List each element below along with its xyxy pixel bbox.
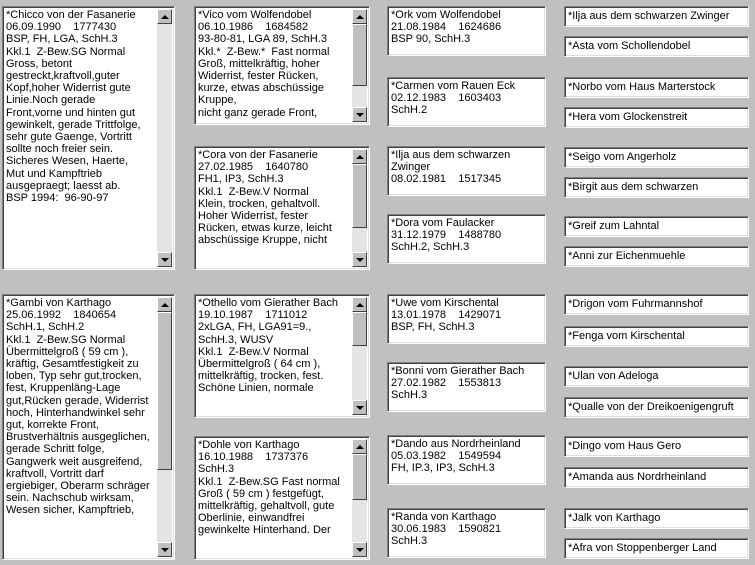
gen4-item-11-field[interactable] xyxy=(564,366,749,387)
scroll-thumb[interactable] xyxy=(352,24,367,86)
scroll-thumb[interactable] xyxy=(352,454,367,500)
gen4-item-7-text: *Greif zum Lahntal xyxy=(568,220,660,232)
scroll-down-button[interactable] xyxy=(352,542,367,557)
arrow-down-icon xyxy=(356,406,364,410)
arrow-down-icon xyxy=(356,548,364,552)
arrow-up-icon xyxy=(356,445,364,449)
arrow-down-icon xyxy=(356,258,364,262)
gen4-item-13-text: *Dingo vom Haus Gero xyxy=(568,440,682,452)
arrow-up-icon xyxy=(161,15,169,19)
scroll-up-button[interactable] xyxy=(157,297,172,312)
gen4-item-14-text: *Amanda aus Nordrheinland xyxy=(568,471,707,483)
arrow-up-icon xyxy=(356,155,364,159)
gen2-item-3-textbox[interactable] xyxy=(194,294,370,418)
gen4-item-11-text: *Ulan von Adeloga xyxy=(568,370,659,382)
gen4-item-6-text: *Birgit aus dem schwarzen xyxy=(568,181,699,193)
gen2-item-2-text: *Cora von der Fasanerie 27.02.1985 1640780 FH1, IP3, SchH.3 Kkl.1 Z-Bew.V Normal Klein, trocken, gehaltvoll. Hoher Widerrist, fester Rücken, etwas kurze, leicht abschüssige Kruppe, nicht xyxy=(198,149,332,247)
gen3-item-8-text: *Randa von Karthago 30.06.1983 1590821 SchH.3 xyxy=(391,511,502,548)
scrollbar[interactable] xyxy=(157,9,172,267)
gen2-item-3-text: *Othello vom Gierather Bach 19.10.1987 1711012 2xLGA, FH, LGA91=9., SchH.3, WUSV Kkl.1 Z-Bew.V Normal Übermittelgroß ( 64 cm ), mittelkräftig, trocken, fest. Schöne Linien, normale xyxy=(198,297,339,395)
gen4-item-16-text: *Afra von Stoppenberger Land xyxy=(568,542,717,554)
arrow-down-icon xyxy=(161,258,169,262)
scroll-down-button[interactable] xyxy=(352,107,367,122)
arrow-down-icon xyxy=(161,548,169,552)
scrollbar[interactable] xyxy=(157,297,172,557)
gen2-item-1-text: *Vico vom Wolfendobel 06.10.1986 1684582 93-80-81, LGA 89, SchH.3 Kkl.* Z-Bew.* Fast normal Groß, mittelkräftig, hoher Widerrist, fester Rücken, kurze, etwas abschüssige Kruppe, nicht ganz gerade Front, xyxy=(198,9,330,119)
gen3-item-5-text: *Uwe vom Kirschental 13.01.1978 1429071 BSP, FH, SchH.3 xyxy=(391,297,502,334)
gen4-item-6-field[interactable] xyxy=(564,177,749,198)
gen4-item-10-field[interactable] xyxy=(564,326,749,347)
gen1-sire-textbox[interactable] xyxy=(2,6,175,270)
gen4-item-4-field[interactable] xyxy=(564,107,749,128)
gen3-item-3-textbox[interactable] xyxy=(387,146,546,196)
gen3-item-4-textbox[interactable] xyxy=(387,214,546,264)
gen4-item-5-text: *Seigo vom Angerholz xyxy=(568,151,677,163)
gen4-item-15-text: *Jalk von Karthago xyxy=(568,512,661,524)
gen3-item-1-textbox[interactable] xyxy=(387,6,546,56)
scrollbar[interactable] xyxy=(352,149,367,267)
gen4-item-10-text: *Fenga vom Kirschental xyxy=(568,330,685,342)
scroll-down-button[interactable] xyxy=(352,252,367,267)
gen3-item-5-textbox[interactable] xyxy=(387,294,546,344)
gen3-item-1-text: *Ork vom Wolfendobel 21.08.1984 1624686 BSP 90, SchH.3 xyxy=(391,9,502,46)
scroll-down-button[interactable] xyxy=(157,252,172,267)
gen3-item-7-textbox[interactable] xyxy=(387,435,546,485)
gen2-item-4-text: *Dohle von Karthago 16.10.1988 1737376 SchH.3 Kkl.1 Z-Bew.SG Fast normal Groß ( 59 cm ) festgefügt, mittelkräftig, gehaltvoll, gute Oberlinie, einwandfrei gewinkelte Hinterhand. Der xyxy=(198,439,340,537)
gen4-item-8-field[interactable] xyxy=(564,246,749,267)
gen4-item-7-field[interactable] xyxy=(564,216,749,237)
scrollbar[interactable] xyxy=(352,297,367,415)
gen2-item-4-textbox[interactable] xyxy=(194,436,370,560)
gen1-dam-textbox[interactable] xyxy=(2,294,175,560)
scroll-thumb[interactable] xyxy=(352,164,367,228)
gen4-item-16-field[interactable] xyxy=(564,538,749,559)
gen3-item-4-text: *Dora vom Faulacker 31.12.1979 1488780 SchH.2, SchH.3 xyxy=(391,217,502,254)
scroll-thumb[interactable] xyxy=(352,312,367,346)
gen4-item-3-field[interactable] xyxy=(564,77,749,98)
gen4-item-13-field[interactable] xyxy=(564,436,749,457)
scrollbar[interactable] xyxy=(352,439,367,557)
gen3-item-6-textbox[interactable] xyxy=(387,362,546,412)
scroll-down-button[interactable] xyxy=(352,400,367,415)
gen3-item-2-textbox[interactable] xyxy=(387,77,546,127)
gen4-item-12-field[interactable] xyxy=(564,397,749,418)
scroll-up-button[interactable] xyxy=(352,439,367,454)
gen1-dam-text: *Gambi von Karthago 25.06.1992 1840654 SchH.1, SchH.2 Kkl.1 Z-Bew.SG Normal Übermittelgroß ( 59 cm ), kräftig, Gesamtfestigkeit zu loben, Typ sehr gut,trocken, fest, Kruppenläng-Lage gut,Rücken gerade, Widerrist hoch, Hinterhandwinkel sehr gut, korrekte Front, Brustverhältnis ausgeglichen, gerade Schritt folge, Gangwerk weit ausgreifend, kraftvoll, Vortritt darf ergiebiger, Oberarm schräger sein. Nachschub wirksam, Wesen sicher, Kampftrieb, xyxy=(6,297,150,517)
gen1-sire-text: *Chicco von der Fasanerie 06.09.1990 1777430 BSP, FH, LGA, SchH.3 Kkl.1 Z-Bew.SG Normal Gross, betont gestreckt,kraftvoll,guter Kopf,hoher Widerrist gute Linie.Noch gerade Front,vorne und hinten gut gewinkelt, gerade Trittfolge, sehr gute Gaenge, Vortritt sollte noch freier sein. Sicheres Wesen, Haerte, Mut und Kampftrieb ausgepraegt; laesst ab. BSP 1994: 96-90-97 xyxy=(6,9,141,205)
gen4-item-5-field[interactable] xyxy=(564,147,749,168)
gen3-item-6-text: *Bonni vom Gierather Bach 27.02.1982 1553813 SchH.3 xyxy=(391,365,525,402)
gen4-item-3-text: *Norbo vom Haus Marterstock xyxy=(568,81,716,93)
gen4-item-14-field[interactable] xyxy=(564,467,749,488)
scrollbar[interactable] xyxy=(352,9,367,122)
gen4-item-12-text: *Qualle von der Dreikoenigengruft xyxy=(568,401,734,413)
gen4-item-9-field[interactable] xyxy=(564,294,749,315)
gen4-item-8-text: *Anni zur Eichenmuehle xyxy=(568,250,686,262)
scroll-up-button[interactable] xyxy=(352,9,367,24)
gen4-item-1-field[interactable] xyxy=(564,6,749,27)
scroll-up-button[interactable] xyxy=(352,149,367,164)
scroll-up-button[interactable] xyxy=(352,297,367,312)
gen2-item-2-textbox[interactable] xyxy=(194,146,370,270)
gen4-item-15-field[interactable] xyxy=(564,508,749,529)
gen4-item-4-text: *Hera vom Glockenstreit xyxy=(568,111,688,123)
gen2-item-1-textbox[interactable] xyxy=(194,6,370,125)
gen4-item-9-text: *Drigon vom Fuhrmannshof xyxy=(568,298,703,310)
gen3-item-7-text: *Dando aus Nordrheinland 05.03.1982 1549594 FH, IP.3, IP3, SchH.3 xyxy=(391,438,521,475)
arrow-up-icon xyxy=(161,303,169,307)
gen3-item-3-text: *Ilja aus dem schwarzen Zwinger 08.02.1981 1517345 xyxy=(391,149,511,186)
arrow-down-icon xyxy=(356,113,364,117)
scroll-up-button[interactable] xyxy=(157,9,172,24)
gen3-item-8-textbox[interactable] xyxy=(387,508,546,558)
scroll-thumb[interactable] xyxy=(157,312,172,470)
gen4-item-2-text: *Asta vom Schollendobel xyxy=(568,40,691,52)
gen4-item-2-field[interactable] xyxy=(564,36,749,57)
arrow-up-icon xyxy=(356,303,364,307)
scroll-down-button[interactable] xyxy=(157,542,172,557)
gen4-item-1-text: *Ilja aus dem schwarzen Zwinger xyxy=(568,10,730,22)
arrow-up-icon xyxy=(356,15,364,19)
gen3-item-2-text: *Carmen vom Rauen Eck 02.12.1983 1603403 SchH.2 xyxy=(391,80,516,117)
